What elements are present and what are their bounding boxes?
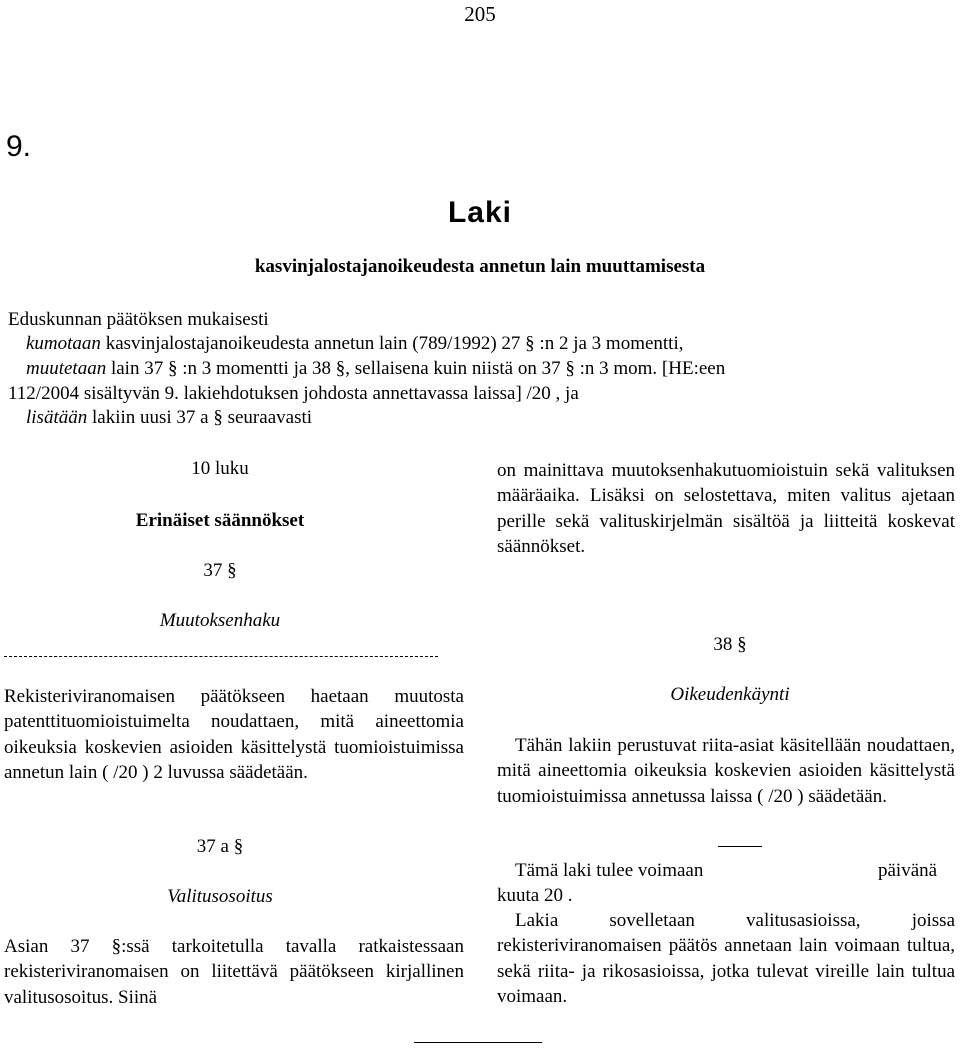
section-38-title: Oikeudenkäynti [670,684,790,705]
section-37a-text: Asian 37 §:ssä tarkoitetulla tavalla ratkaistessaan rekisteriviranomaisen on liitettävä päätökseen kirjallinen valitusosoitus. Siinä [4,936,464,1008]
section-37-text: Rekisteriviranomaisen päätökseen haetaan muutosta patenttituomioistuimelta noudattaen, mitä aineettomia oikeuksia koskevien asioiden käsittelystä tuomioistuimissa annetun lain ( /20 ) 2 luvussa säädetään. [4,686,464,783]
law-title: Laki [447,196,513,229]
intro-line-2-text: kasvinjalostajanoikeudesta annetun lain (789/1992) 27 § :n 2 ja 3 momentti, [100,333,684,354]
section-number: 9. [6,130,32,163]
intro-line-2 [26,332,684,357]
law-subtitle: kasvinjalostajanoikeudesta annetun lain muuttamisesta [254,256,706,277]
entry-into-force-line: Tämä laki tulee voimaan [515,860,704,881]
section-37-heading: 37 § [203,560,237,581]
intro-muutetaan: muutetaan [26,358,107,379]
intro-line-3-text: lain 37 § :n 3 momentti ja 38 §, sellaisena kuin niistä on 37 § :n 3 mom. [HE:een [106,358,726,379]
intro-line-4: 112/2004 sisältyvän 9. lakiehdotuksen johdosta annettavassa laissa] /20 , ja [8,383,579,404]
page-number: 205 [464,2,496,26]
chapter-title: Erinäiset säännökset [135,510,305,531]
right-continued-text: on mainittava muutoksenhakutuomioistuin sekä valituksen määräaika. Lisäksi on selostettava, miten valitus ajetaan perille sekä valituskirjelmän sisältöä ja liitteitä koskevat säännökset. [497,460,955,557]
intro-line-5-text: lakiin uusi 37 a § seuraavasti [87,407,313,428]
chapter-number: 10 luku [191,458,249,479]
entry-into-force-year: kuuta 20 . [497,885,573,906]
section-37a-heading: 37 a § [196,836,244,857]
bottom-rule [414,1042,542,1043]
intro-line-3 [26,357,725,382]
section-separator-rule [718,846,762,847]
omission-dashes [4,656,438,657]
intro-line-5 [26,406,312,431]
section-38-heading: 38 § [713,634,747,655]
intro-lisataan: lisätään [26,407,88,428]
intro-line-1: Eduskunnan päätöksen mukaisesti [8,309,269,330]
section-37a-title: Valitusosoitus [167,886,273,907]
entry-into-force-day: päivänä [878,860,938,881]
transitional-provision: Lakia sovelletaan valitusasioissa, joissa rekisteriviranomaisen päätös annetaan lain voimaan tultua, sekä riita- ja rikosasioissa, jotka tulevat vireille lain tultua voimaan. [497,910,955,1007]
section-37-title: Muutoksenhaku [159,610,281,631]
section-38-text: Tähän lakiin perustuvat riita-asiat käsitellään noudattaen, mitä aineettomia oikeuksia koskevien asioiden käsittelystä tuomioistuimissa annetussa laissa ( /20 ) säädetään. [497,735,955,807]
intro-kumotaan: kumotaan [26,333,101,354]
